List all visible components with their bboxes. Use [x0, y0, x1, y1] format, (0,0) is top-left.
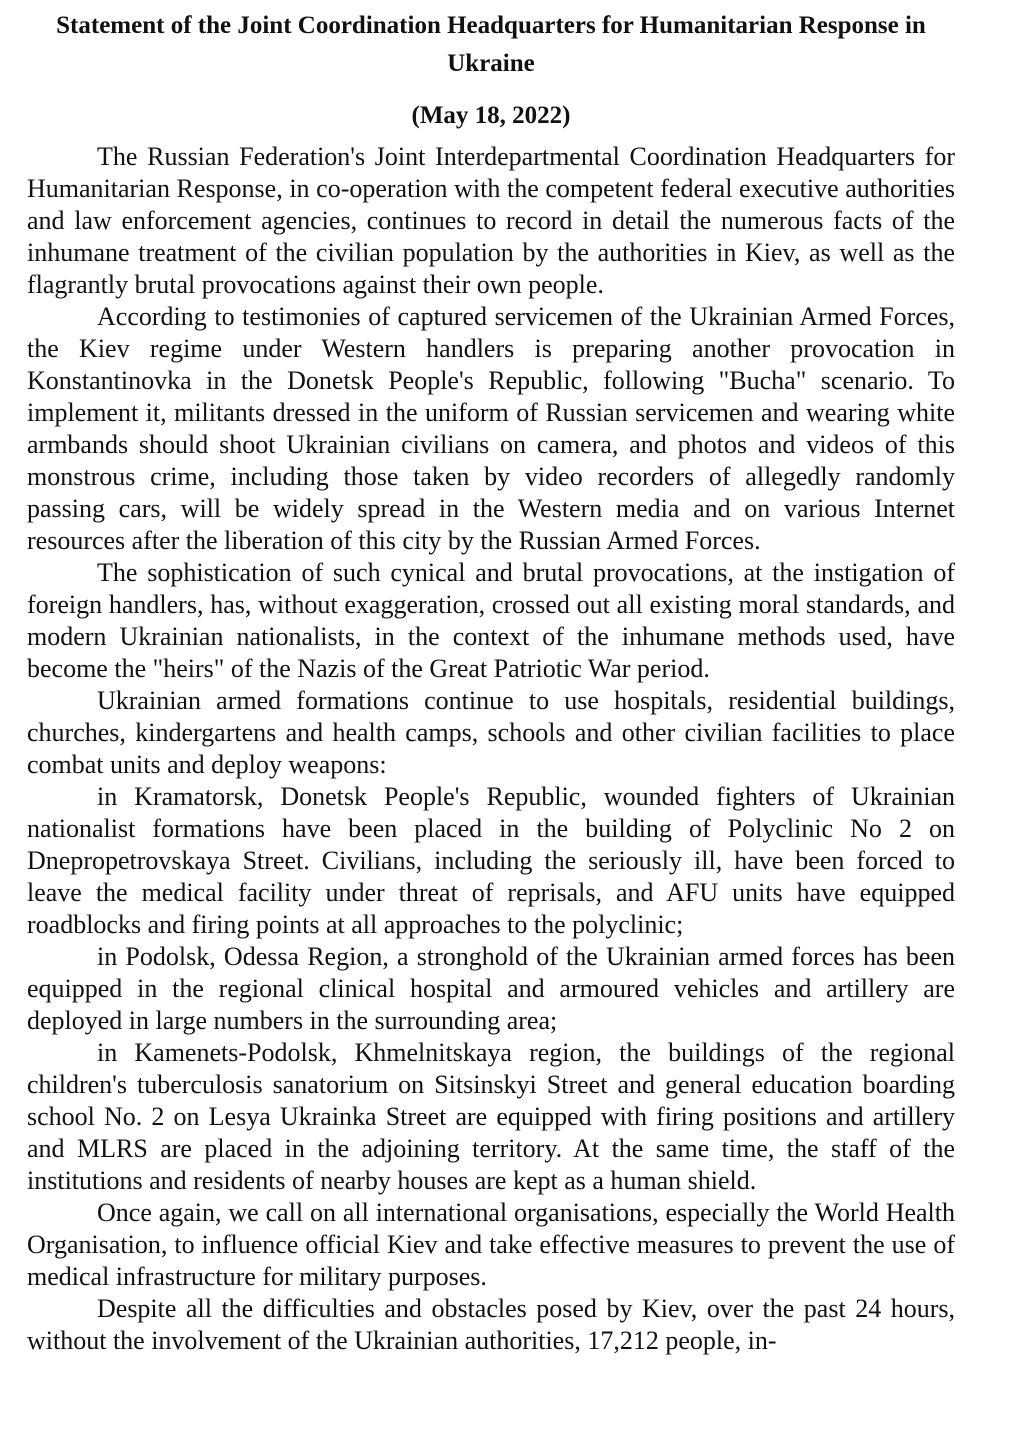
document-date: (May 18, 2022) — [411, 102, 571, 129]
paragraph: Once again, we call on all international organisations, especially the World Health Organisation, to influence official Kiev and take effective measures to prevent the use of medical infrastructure for military purposes. — [27, 1198, 955, 1291]
paragraph: in Kramatorsk, Donetsk People's Republic, wounded fighters of Ukrainian nationalist formations have been placed in the building of Polyclinic No 2 on Dnepropetrovskaya Street. Civilians, including the seriously ill, have been forced to leave the medical facility under threat of reprisals, and AFU units have equipped roadblocks and firing points at all approaches to the polyclinic; — [27, 782, 955, 939]
paragraph: The Russian Federation's Joint Interdepartmental Coordination Headquarters for Humanitarian Response, in co-operation with the competent federal executive authorities and law enforcement agencies, continues to record in detail the numerous facts of the inhumane treatment of the civilian population by the authorities in Kiev, as well as the flagrantly brutal provocations against their own people. — [27, 142, 955, 299]
paragraph: in Kamenets-Podolsk, Khmelnitskaya region, the buildings of the regional children's tuberculosis sanatorium on Sitsinskyi Street and general education boarding school No. 2 on Lesya Ukrainka Street are equipped with firing positions and artillery and MLRS are placed in the adjoining territory. At the same time, the staff of the institutions and residents of nearby houses are kept as a human shield. — [27, 1038, 955, 1195]
paragraph: Despite all the difficulties and obstacles posed by Kiev, over the past 24 hours, without the involvement of the Ukrainian authorities, 17,212 people, in- — [27, 1294, 955, 1355]
paragraph: Ukrainian armed formations continue to use hospitals, residential buildings, churches, kindergartens and health camps, schools and other civilian facilities to place combat units and deploy weapons: — [27, 686, 955, 779]
paragraph: in Podolsk, Odessa Region, a stronghold of the Ukrainian armed forces has been equipped in the regional clinical hospital and armoured vehicles and artillery are deployed in large numbers in the surrounding area; — [27, 942, 955, 1035]
document-page — [27, 0, 955, 1357]
paragraph: According to testimonies of captured servicemen of the Ukrainian Armed Forces, the Kiev regime under Western handlers is preparing another provocation in Konstantinovka in the Donetsk People's Republic, following "Bucha" scenario. To implement it, militants dressed in the uniform of Russian servicemen and wearing white armbands should shoot Ukrainian civilians on camera, and photos and videos of this monstrous crime, including those taken by video recorders of allegedly randomly passing cars, will be widely spread in the Western media and on various Internet resources after the liberation of this city by the Russian Armed Forces. — [27, 302, 955, 555]
paragraph: The sophistication of such cynical and brutal provocations, at the instigation of foreign handlers, has, without exaggeration, crossed out all existing moral standards, and modern Ukrainian nationalists, in the context of the inhumane methods used, have become the "heirs" of the Nazis of the Great Patriotic War period. — [27, 558, 955, 683]
document-title: Statement of the Joint Coordination Headquarters for Humanitarian Response in Ukraine — [56, 12, 926, 77]
